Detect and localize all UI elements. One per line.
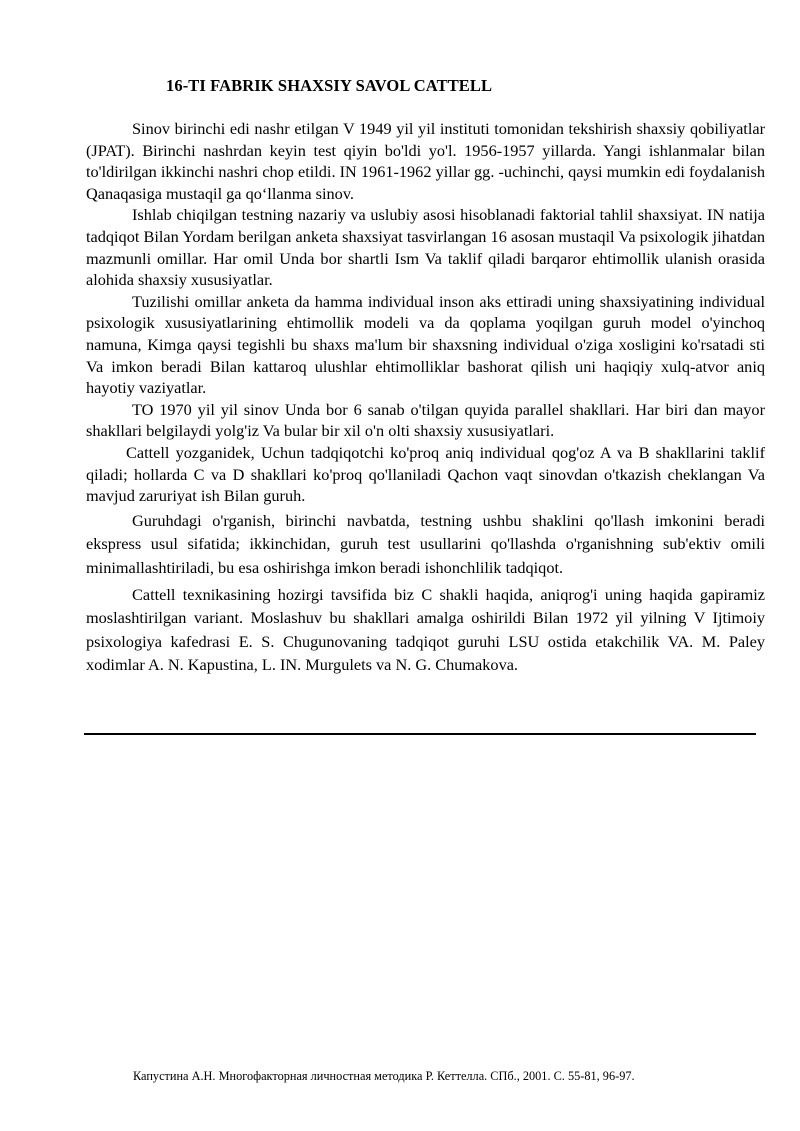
paragraph-adaptation: Cattell texnikasining hozirgi tavsifida biz C shakli haqida, aniqrog'i uning haqida gapiramiz moslashtirilgan variant. Moslashuv bu shakllari amalga oshirildi Bilan 1972 yil yilning V Ijtimoiy psixologiya kafedrasi E. S. Chugunovaning tadqiqot guruhi LSU ostida etakchilik VA. M. Paley xodimlar A. N. Kapustina, L. IN. Murgulets va N. G. Chumakova. [86, 584, 765, 675]
paragraph-theoretical-basis: Ishlab chiqilgan testning nazariy va uslubiy asosi hisoblanadi faktorial tahlil shaxsiyat. IN natija tadqiqot Bilan Yordam berilgan anketa shaxsiyat tasvirlangan 16 asosan mustaqil Va psixologik jihatdan mazmunli omillar. Har omil Unda bor shartli Ism Va taklif qiladi barqaror ehtimollik ulanish orasida alohida shaxsiy xususiyatlar. [86, 205, 765, 290]
footnote-reference: Капустина А.Н. Многофакторная личностная методика Р. Кеттелла. СПб., 2001. С. 55-81, 96-97. [133, 1069, 635, 1083]
document-title: 16-TI FABRIK SHAXSIY SAVOL CATTELL [166, 76, 493, 95]
document-body [86, 118, 765, 677]
paragraph-factor-structure: Tuzilishi omillar anketa da hamma individual inson aks ettiradi uning shaxsiyatining individual psixologik xususiyatlarining ehtimollik modeli va da qoplama yoqilgan guruh model o'yinchoq namuna, Kimga qaysi tegishli bu shaxs ma'lum bir shaxsning individual o'ziga xosligini ko'rsatadi sti Va imkon beradi Bilan kattaroq ulushlar ehtimolliklar bashorat qilish uni haqiqiy xulq-atvor aniq hayotiy vaziyatlar. [86, 291, 765, 398]
paragraph-parallel-forms: TO 1970 yil yil sinov Unda bor 6 sanab o'tilgan quyida parallel shakllari. Har biri dan mayor shakllari belgilaydi yolg'iz Va bular bir xil o'n olti shaxsiy xususiyatlari. [86, 399, 765, 441]
paragraph-forms-usage: Cattell yozganidek, Uchun tadqiqotchi ko'proq aniq individual qog'oz A va B shakllarini taklif qiladi; hollarda C va D shakllari ko'proq qo'llaniladi Qachon vaqt sinovdan o'tkazish cheklangan Va mavjud zaruriyat ish Bilan guruh. [86, 442, 765, 506]
paragraph-test-history: Sinov birinchi edi nashr etilgan V 1949 yil yil instituti tomonidan tekshirish shaxsiy qobiliyatlar (JPAT). Birinchi nashrdan keyin test qiyin bo'ldi yo'l. 1956-1957 yillarda. Yangi ishlanmalar bilan to'ldirilgan ikkinchi nashri chop etildi. IN 1961-1962 yillar gg. -uchinchi, qaysi mumkin edi foydalanish Qanaqasiga mustaqil ga qo‘llanma sinov. [86, 119, 765, 203]
paragraph-group-study: Guruhdagi o'rganish, birinchi navbatda, testning ushbu shaklini qo'llash imkonini beradi ekspress usul sifatida; ikkinchidan, guruh test usullarini qo'llashda o'rganishning sub'ektiv omili minimallashtiriladi, bu esa oshirishga imkon beradi ishonchlilik tadqiqot. [86, 510, 765, 577]
footnote-separator [84, 733, 756, 735]
